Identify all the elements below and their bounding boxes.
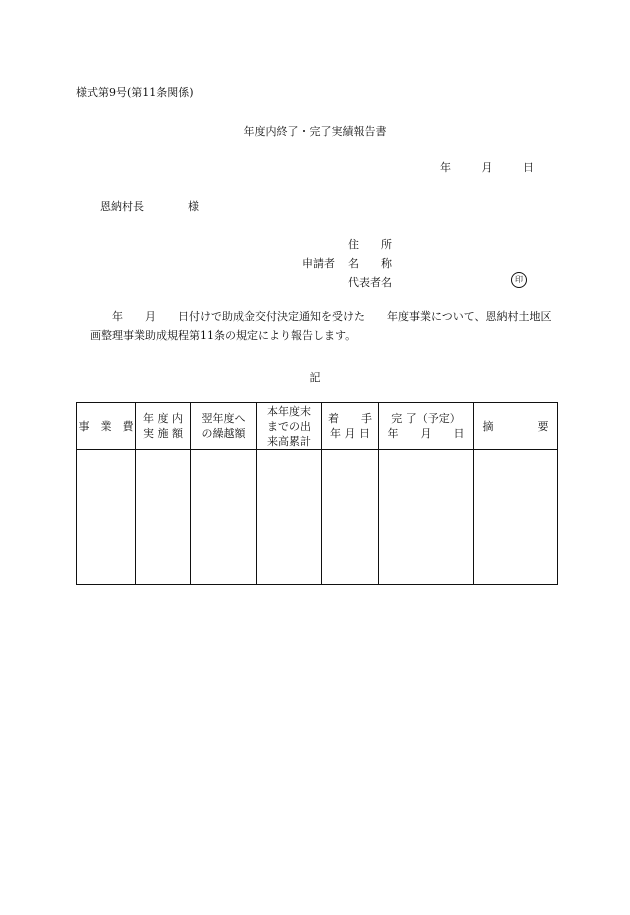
applicant-label: 申請者 (302, 257, 335, 270)
ki-heading: 記 (309, 371, 321, 384)
date-line (440, 159, 534, 175)
header-carryover-amount: 翌年度へ の繰越額 (191, 403, 257, 450)
seal-mark: 印 (511, 272, 527, 288)
table-header-row (77, 403, 558, 450)
table-row (77, 450, 558, 585)
header-business-cost: 事 業 費 (77, 403, 136, 450)
addressee-honorific: 様 (188, 200, 199, 213)
cell-completion-date[interactable] (379, 450, 474, 585)
form-number: 様式第9号(第11条関係) (76, 86, 194, 99)
addressee-name: 恩納村長 (100, 200, 144, 213)
header-start-date: 着 手 年 月 日 (322, 403, 379, 450)
header-remarks: 摘 要 (474, 403, 558, 450)
header-in-year-amount: 年 度 内 実 施 額 (136, 403, 191, 450)
document-title: 年度内終了・完了実績報告書 (243, 125, 387, 138)
header-completion-date: 完 了（予定） 年 月 日 (379, 403, 474, 450)
cell-remarks[interactable] (474, 450, 558, 585)
applicant-name-label: 名 称 (348, 257, 392, 270)
cell-in-year-amount[interactable] (136, 450, 191, 585)
date-day: 日 (523, 161, 534, 174)
report-table (76, 402, 558, 585)
date-year: 年 (440, 161, 451, 174)
header-cumulative-output: 本年度末 までの出 来高累計 (257, 403, 322, 450)
cell-business-cost[interactable] (77, 450, 136, 585)
cell-cumulative-output[interactable] (257, 450, 322, 585)
applicant-representative-label: 代表者名 (348, 276, 392, 289)
cell-start-date[interactable] (322, 450, 379, 585)
addressee (100, 198, 199, 214)
report-body-text: 年 月 日付けで助成金交付決定通知を受けた 年度事業について、恩納村土地区画整理事業助成規程第11条の規定により報告します。 (90, 310, 552, 342)
cell-carryover-amount[interactable] (191, 450, 257, 585)
applicant-address-label: 住 所 (348, 238, 392, 251)
date-month: 月 (481, 161, 493, 174)
